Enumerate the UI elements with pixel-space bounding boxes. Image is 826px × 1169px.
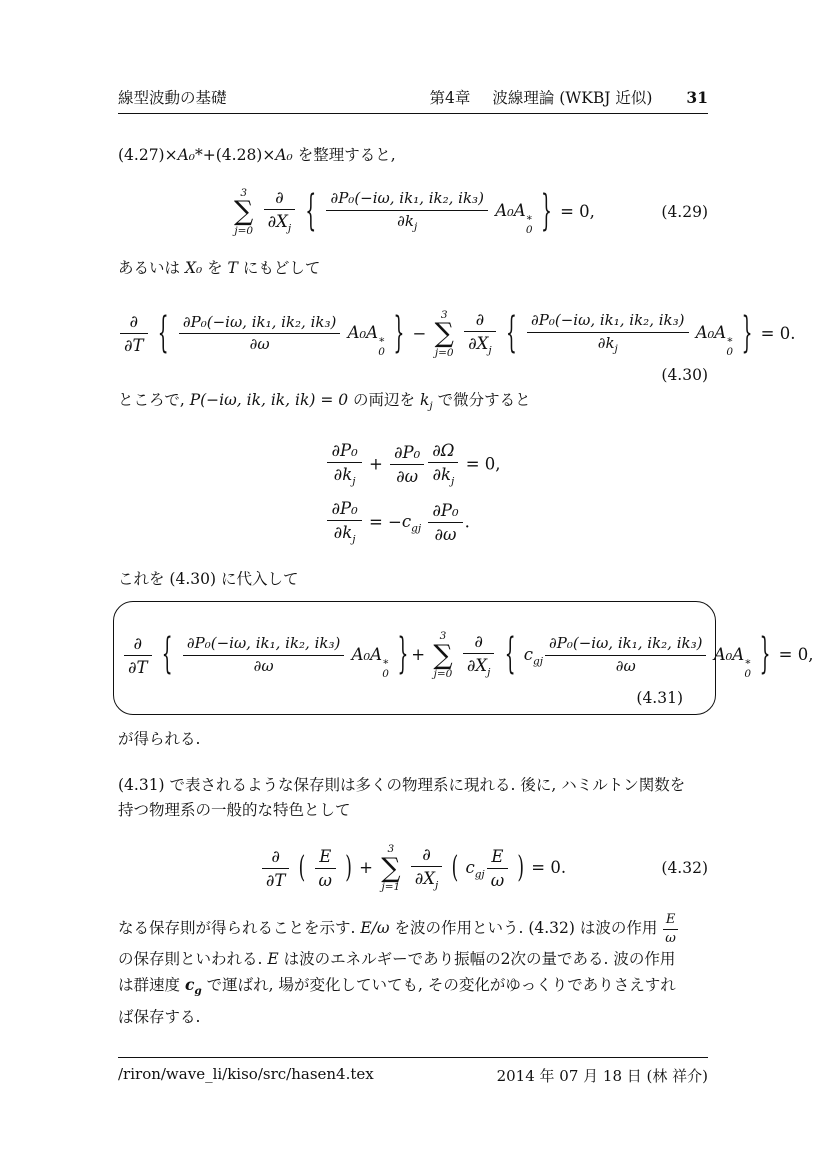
frac-num: ∂ bbox=[133, 633, 143, 653]
math-token: ∂k bbox=[397, 211, 414, 230]
summation bbox=[433, 631, 452, 680]
math-token: ∂X bbox=[468, 334, 489, 354]
math-token: A₀ bbox=[713, 644, 733, 664]
math-token: ∂k bbox=[597, 333, 615, 352]
subscript: j bbox=[429, 400, 433, 413]
frac-den bbox=[463, 653, 495, 678]
summation bbox=[381, 844, 400, 893]
equals-zero: = 0, bbox=[465, 454, 501, 474]
math-token: c bbox=[465, 857, 475, 877]
paragraph-differentiate bbox=[118, 388, 708, 418]
left-brace: { bbox=[505, 308, 517, 359]
math-inline: X₀ bbox=[184, 259, 203, 277]
frac-den: ω bbox=[665, 930, 676, 946]
math-token: c bbox=[184, 974, 195, 994]
subscript: 0 bbox=[378, 346, 385, 359]
equation-body bbox=[118, 310, 796, 359]
frac-den: ∂ω bbox=[390, 464, 424, 485]
equation-4-30 bbox=[118, 302, 796, 366]
sum-lower-limit: j=1 bbox=[381, 881, 401, 894]
frac-den: ∂ω bbox=[179, 333, 340, 353]
superscript: ∗ bbox=[378, 334, 386, 347]
fraction bbox=[545, 636, 706, 675]
math-inline: A₀* bbox=[177, 146, 203, 164]
equals-sign: = bbox=[368, 512, 383, 532]
text-run: にもどして bbox=[237, 259, 321, 277]
sup-sub-stack bbox=[526, 212, 533, 236]
frac-num: ∂P₀ bbox=[394, 443, 421, 463]
frac-num: E bbox=[319, 846, 332, 866]
fraction bbox=[327, 500, 361, 546]
subscript: j bbox=[487, 666, 491, 679]
frac-den bbox=[326, 210, 487, 233]
math-token: A bbox=[714, 323, 727, 343]
superscript: ∗ bbox=[525, 212, 533, 225]
math-token: A bbox=[732, 644, 745, 664]
fraction bbox=[315, 848, 336, 890]
fraction bbox=[179, 312, 340, 354]
sup-sub-stack bbox=[744, 656, 751, 680]
frac-den: ω bbox=[315, 868, 336, 889]
frac-den bbox=[411, 866, 443, 891]
amplitude-term bbox=[695, 323, 734, 359]
equation-4-31-box bbox=[113, 601, 814, 715]
text-run: を bbox=[202, 259, 228, 277]
fraction bbox=[124, 635, 152, 677]
sum-upper-limit: 3 bbox=[240, 186, 248, 199]
equation-label-4-32: (4.32) bbox=[661, 859, 708, 878]
text-run: あるいは bbox=[118, 259, 185, 277]
sigma-icon: ∑ bbox=[381, 852, 401, 884]
paragraph-conservation bbox=[118, 773, 708, 823]
left-brace: { bbox=[161, 630, 173, 681]
fraction bbox=[183, 636, 344, 675]
text-line: 持つ物理系の一般的な特色として bbox=[118, 801, 351, 820]
fraction bbox=[464, 311, 496, 357]
plus-sign: + bbox=[359, 857, 373, 877]
subscript: 0 bbox=[525, 224, 533, 237]
right-brace: } bbox=[397, 630, 409, 681]
sigma-icon: ∑ bbox=[234, 196, 254, 228]
page-number: 31 bbox=[686, 88, 708, 107]
plus-sign: + bbox=[411, 644, 426, 664]
math-token: A₀ bbox=[351, 644, 371, 664]
running-title: 線型波動の基礎 bbox=[118, 89, 227, 107]
text-run: を整理すると, bbox=[292, 146, 396, 164]
math-inline: k bbox=[419, 391, 430, 409]
subscript: j bbox=[352, 475, 356, 488]
text-run: +(4.28)× bbox=[202, 146, 276, 164]
sum-upper-limit: 3 bbox=[440, 308, 448, 321]
math-token: ∂X bbox=[267, 212, 288, 232]
subscript: j bbox=[614, 342, 618, 355]
subscript: j bbox=[287, 222, 292, 235]
left-paren: ( bbox=[298, 850, 306, 886]
math-token: A bbox=[370, 644, 383, 664]
subscript: gj bbox=[533, 655, 543, 668]
text-run: を波の作用という. (4.32) は波の作用 bbox=[389, 919, 663, 938]
minus-sign: − bbox=[412, 323, 427, 343]
summation bbox=[234, 188, 253, 237]
frac-num: ∂ bbox=[275, 188, 284, 208]
fraction bbox=[120, 313, 148, 355]
frac-den: ∂T bbox=[120, 333, 148, 354]
equation-row-1 bbox=[325, 442, 500, 488]
equation-row-2 bbox=[325, 500, 500, 546]
frac-num: ∂ bbox=[422, 844, 431, 864]
equals-zero: = 0. bbox=[760, 323, 796, 343]
math-token: c bbox=[401, 512, 412, 532]
chapter-number: 第4章 bbox=[429, 89, 471, 107]
frac-den: ∂T bbox=[124, 655, 152, 676]
sup-sub-stack bbox=[378, 334, 385, 358]
right-brace: } bbox=[541, 186, 552, 237]
equation-pair-inner bbox=[325, 442, 500, 545]
math-token: A bbox=[366, 323, 379, 343]
frac-den bbox=[527, 332, 688, 355]
amplitude-term bbox=[495, 201, 533, 237]
frac-num: ∂P₀(−iω, ik₁, ik₂, ik₃) bbox=[549, 634, 703, 653]
math-token: A₀ bbox=[495, 201, 514, 221]
sigma-icon: ∑ bbox=[433, 639, 453, 671]
sum-lower-limit: j=0 bbox=[234, 224, 254, 237]
sum-upper-limit: 3 bbox=[439, 630, 447, 643]
subscript: g bbox=[194, 984, 202, 997]
amplitude-term bbox=[351, 644, 390, 680]
paragraph-wave-action bbox=[118, 913, 708, 1029]
frac-den: ∂ω bbox=[428, 522, 462, 543]
subscript: j bbox=[413, 220, 418, 233]
paragraph-restore-T bbox=[118, 256, 708, 280]
math-token: A bbox=[513, 201, 526, 221]
left-brace: { bbox=[504, 630, 516, 681]
equation-label-4-31: (4.31) bbox=[636, 689, 683, 708]
math-token: ∂X bbox=[466, 655, 488, 675]
frac-num: ∂ bbox=[474, 631, 483, 651]
footer-file-path: /riron/wave_li/kiso/src/hasen4.tex bbox=[118, 1065, 374, 1083]
equation-label-4-30: (4.30) bbox=[661, 366, 708, 384]
text-line bbox=[118, 913, 708, 945]
equation-4-29 bbox=[118, 181, 708, 243]
right-brace: } bbox=[393, 308, 405, 359]
right-paren: ) bbox=[345, 850, 352, 886]
superscript: ∗ bbox=[744, 655, 752, 668]
plus-sign: + bbox=[368, 454, 383, 474]
wave-action-fraction bbox=[663, 913, 678, 945]
frac-den: ∂T bbox=[262, 868, 290, 889]
frac-den bbox=[327, 520, 361, 545]
superscript: ∗ bbox=[726, 334, 734, 347]
summation bbox=[435, 310, 454, 359]
frac-num: ∂P₀ bbox=[432, 500, 459, 520]
frac-den bbox=[464, 331, 496, 356]
group-velocity-inline bbox=[184, 974, 202, 997]
sum-lower-limit: j=0 bbox=[434, 346, 454, 359]
sigma-icon: ∑ bbox=[434, 318, 454, 350]
equation-4-31 bbox=[122, 624, 814, 686]
frac-num: E bbox=[491, 846, 504, 866]
minus-sign: − bbox=[388, 512, 402, 532]
text-line bbox=[118, 972, 708, 1004]
frac-den bbox=[264, 209, 296, 234]
math-token: A₀ bbox=[695, 323, 715, 343]
equation-body bbox=[122, 631, 813, 680]
frac-num: ∂P₀(−iω, ik₁, ik₂, ik₃) bbox=[330, 189, 484, 208]
left-brace: { bbox=[157, 308, 169, 359]
amplitude-term bbox=[347, 323, 386, 359]
fraction bbox=[390, 444, 424, 486]
fraction bbox=[262, 848, 290, 890]
text-run: なる保存則が得られることを示す. bbox=[118, 919, 361, 938]
frac-den bbox=[327, 462, 361, 487]
footer-date-author: 2014 年 07 月 18 日 (林 祥介) bbox=[496, 1067, 708, 1085]
sup-sub-stack bbox=[726, 334, 733, 358]
math-inline: A₀ bbox=[275, 146, 293, 164]
frac-num: ∂P₀(−iω, ik₁, ik₂, ik₃) bbox=[182, 312, 337, 331]
fraction bbox=[411, 846, 443, 892]
text-run: で微分すると bbox=[432, 391, 531, 409]
text-run: は波のエネルギーであり振幅の2次の量である. 波の作用 bbox=[278, 949, 676, 968]
math-token: ∂k bbox=[432, 465, 451, 485]
subscript: 0 bbox=[744, 667, 752, 680]
left-brace: { bbox=[305, 186, 317, 237]
frac-num: ∂P₀ bbox=[331, 441, 358, 461]
superscript: ∗ bbox=[382, 655, 390, 668]
math-token: ∂k bbox=[333, 465, 353, 485]
paragraph-substitute: これを (4.30) に代入して bbox=[118, 570, 299, 589]
sum-upper-limit: 3 bbox=[387, 843, 395, 856]
frac-num: ∂P₀(−iω, ik₁, ik₂, ik₃) bbox=[531, 311, 685, 330]
subscript: 0 bbox=[382, 667, 389, 680]
left-paren: ( bbox=[451, 850, 459, 886]
subscript: j bbox=[451, 475, 455, 488]
subscript: j bbox=[488, 344, 492, 357]
paragraph-obtained: が得られる. bbox=[118, 730, 201, 749]
equation-body bbox=[231, 188, 595, 237]
page-header bbox=[118, 0, 708, 114]
group-velocity bbox=[401, 512, 422, 535]
text-run: の保存則といわれる. bbox=[118, 949, 268, 968]
amplitude-term bbox=[713, 644, 752, 680]
text-line bbox=[118, 946, 708, 972]
sum-lower-limit: j=0 bbox=[433, 668, 453, 681]
right-paren: ) bbox=[517, 850, 525, 886]
math-inline: E/ω bbox=[360, 919, 390, 938]
frac-den: ∂ω bbox=[183, 655, 344, 675]
frac-num: E bbox=[665, 912, 676, 928]
fraction bbox=[428, 502, 462, 544]
subscript: j bbox=[435, 879, 439, 892]
text-line: ば保存する. bbox=[118, 1007, 201, 1026]
frac-num: ∂ bbox=[475, 310, 485, 330]
fraction bbox=[327, 442, 361, 488]
fraction bbox=[487, 848, 508, 890]
equals-zero: = 0, bbox=[778, 644, 814, 664]
frac-num: ∂ bbox=[271, 846, 280, 866]
frac-den bbox=[428, 462, 458, 487]
subscript: gj bbox=[411, 522, 422, 535]
math-token: A₀ bbox=[347, 323, 367, 343]
fraction bbox=[326, 191, 487, 233]
right-brace: } bbox=[759, 630, 771, 681]
page-footer bbox=[118, 1057, 708, 1086]
math-inline: P(−iω, ik, ik, ik) = 0 bbox=[189, 391, 349, 409]
text-line: (4.31) で表されるような保存則は多くの物理系に現れる. 後に, ハミルトン関数を bbox=[118, 776, 686, 795]
frac-num: ∂ bbox=[129, 312, 139, 332]
text-run: の両辺を bbox=[348, 391, 420, 409]
frac-den: ω bbox=[487, 868, 508, 889]
subscript: 0 bbox=[726, 346, 734, 359]
text-run: ところで, bbox=[118, 391, 190, 409]
equation-label-4-29: (4.29) bbox=[661, 203, 708, 221]
right-brace: } bbox=[741, 308, 753, 359]
subscript: gj bbox=[474, 868, 485, 881]
period: . bbox=[464, 512, 470, 532]
equation-body bbox=[260, 844, 566, 893]
paragraph-setup bbox=[118, 143, 708, 167]
text-run: (4.27)× bbox=[118, 146, 178, 164]
math-token: ∂k bbox=[333, 523, 353, 543]
frac-num: ∂Ω bbox=[432, 441, 455, 461]
math-inline: E bbox=[267, 949, 279, 968]
chapter-title: 波線理論 (WKBJ 近似) bbox=[492, 89, 653, 107]
fraction bbox=[527, 313, 688, 355]
text-run: は群速度 bbox=[118, 975, 185, 994]
equation-pair bbox=[118, 442, 708, 545]
frac-den: ∂ω bbox=[545, 655, 706, 675]
math-token: ∂X bbox=[414, 868, 436, 888]
fraction bbox=[428, 442, 458, 488]
equation-4-32 bbox=[118, 839, 708, 897]
fraction bbox=[264, 189, 296, 235]
group-velocity bbox=[523, 644, 543, 668]
group-velocity bbox=[465, 857, 485, 881]
fraction bbox=[463, 633, 495, 679]
subscript: j bbox=[352, 533, 356, 546]
text-run: で運ばれ, 場が変化していても, その変化がゆっくりでありさえすれ bbox=[201, 975, 676, 994]
math-inline: T bbox=[227, 259, 238, 277]
equals-zero: = 0, bbox=[560, 201, 595, 221]
frac-num: ∂P₀ bbox=[331, 498, 358, 518]
equals-zero: = 0. bbox=[531, 857, 567, 877]
frac-num: ∂P₀(−iω, ik₁, ik₂, ik₃) bbox=[186, 634, 341, 653]
sup-sub-stack bbox=[382, 656, 389, 680]
math-token: c bbox=[523, 644, 534, 664]
